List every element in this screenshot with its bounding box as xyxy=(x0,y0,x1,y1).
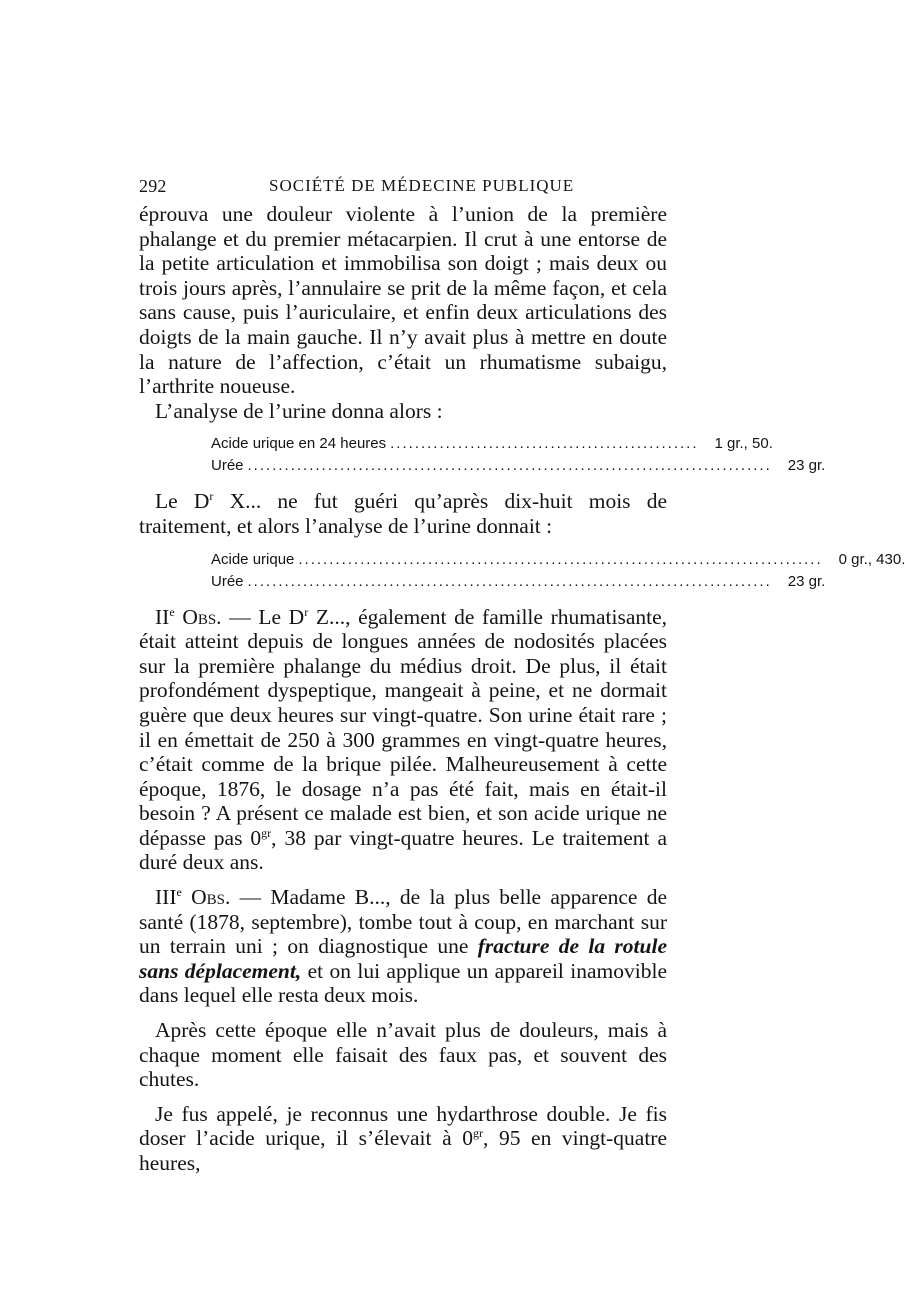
obs-label: Obs. xyxy=(191,885,231,910)
text-run: Le D xyxy=(155,489,210,514)
urine-analysis-table-1 xyxy=(211,433,826,477)
leader-dots: ..................................................................................... xyxy=(298,550,823,568)
row-value: 0 gr., 430. xyxy=(838,550,905,568)
paragraph-7 xyxy=(139,1102,667,1176)
table-row xyxy=(211,433,773,455)
obs-number: II xyxy=(155,604,170,629)
urine-analysis-table-2 xyxy=(211,549,905,593)
row-value: 1 gr., 50. xyxy=(714,435,773,453)
superscript: e xyxy=(176,884,182,899)
table-row xyxy=(211,455,826,477)
paragraph-1: éprouva une douleur violente à l’union de la première phalange et du premier métacarpien. Il crut à une entorse de la petite articulation et immobilisa son doigt ; mais deux ou trois jours après, l’annulaire se prit de la même façon, et cela sans cause, puis l’auriculaire, et enfin deux articulations des doigts de la main gauche. Il n’y avait plus à mettre en doute la nature de l’affection, c’était un rhumatisme subaigu, l’arthrite noueuse. xyxy=(139,202,667,399)
superscript: r xyxy=(304,604,309,619)
superscript: r xyxy=(209,489,214,504)
text-run: Je fus appelé, je reconnus une hydarthrose double. Je fis doser l’acide urique, il s’élevait à 0 xyxy=(139,1101,667,1151)
superscript: gr xyxy=(472,1126,483,1141)
superscript: gr xyxy=(261,825,272,840)
paragraph-3 xyxy=(139,489,667,538)
leader-dots: ..................................................................................... xyxy=(247,572,772,590)
text-run: et on lui applique un appareil inamovible dans lequel elle resta deux mois. xyxy=(139,958,667,1008)
leader-dots: ..................................................................................... xyxy=(247,457,772,475)
row-value: 23 gr. xyxy=(787,572,826,590)
paragraph-obs-2 xyxy=(139,605,667,876)
paragraph-6: Après cette époque elle n’avait plus de douleurs, mais à chaque moment elle faisait des faux pas, et souvent des chutes. xyxy=(139,1018,667,1092)
leader-dots: .................................................. xyxy=(390,435,699,453)
paragraph-2: L’analyse de l’urine donna alors : xyxy=(155,398,443,423)
page-number: 292 xyxy=(139,176,167,196)
text-run: — Madame B..., de la plus belle apparence de santé (1878, septembre), tombe tout à coup, en marchant sur un terrain uni ; on diagnostique une xyxy=(139,885,668,959)
row-label: Urée xyxy=(211,457,244,475)
text-run: , 95 en vingt-quatre heures, xyxy=(139,1126,668,1175)
superscript: e xyxy=(169,604,175,619)
paragraph-obs-3 xyxy=(139,885,667,1008)
text-run: X... ne fut guéri qu’après dix-huit mois de traitement, et alors l’analyse de l’urine donnait : xyxy=(139,489,668,538)
table-row xyxy=(211,571,826,593)
row-label: Urée xyxy=(211,572,244,590)
text-run: — Le D xyxy=(221,604,305,629)
row-label: Acide urique en 24 heures xyxy=(211,435,387,453)
body-text xyxy=(139,202,905,1176)
row-label: Acide urique xyxy=(211,550,295,568)
text-run: , 38 par vingt-quatre heures. Le traitement a duré deux ans. xyxy=(139,825,667,875)
text-run: Z..., également de famille rhumatisante, était atteint depuis de longues années de nodosités placées sur la première phalange du médius droit. De plus, il était profondément dyspeptique, mangeait à peine, et ne dormait guère que deux heures sur vingt-quatre. Son urine était rare ; il en émettait de 250 à 300 grammes en vingt-quatre heures, c’était comme de la brique pilée. Malheureusement à cette époque, 1876, le dosage n’a pas été fait, mais en était-il besoin ? A présent ce malade est bien, et son acide urique ne dépasse pas 0 xyxy=(139,604,668,850)
obs-number: III xyxy=(155,885,177,910)
italic-text: fracture de la rotule sans déplacement, xyxy=(139,934,667,983)
obs-label: Obs. xyxy=(182,604,222,629)
table-row xyxy=(211,549,905,571)
running-title: SOCIÉTÉ DE MÉDECINE PUBLIQUE xyxy=(269,176,575,195)
row-value: 23 gr. xyxy=(787,457,826,475)
